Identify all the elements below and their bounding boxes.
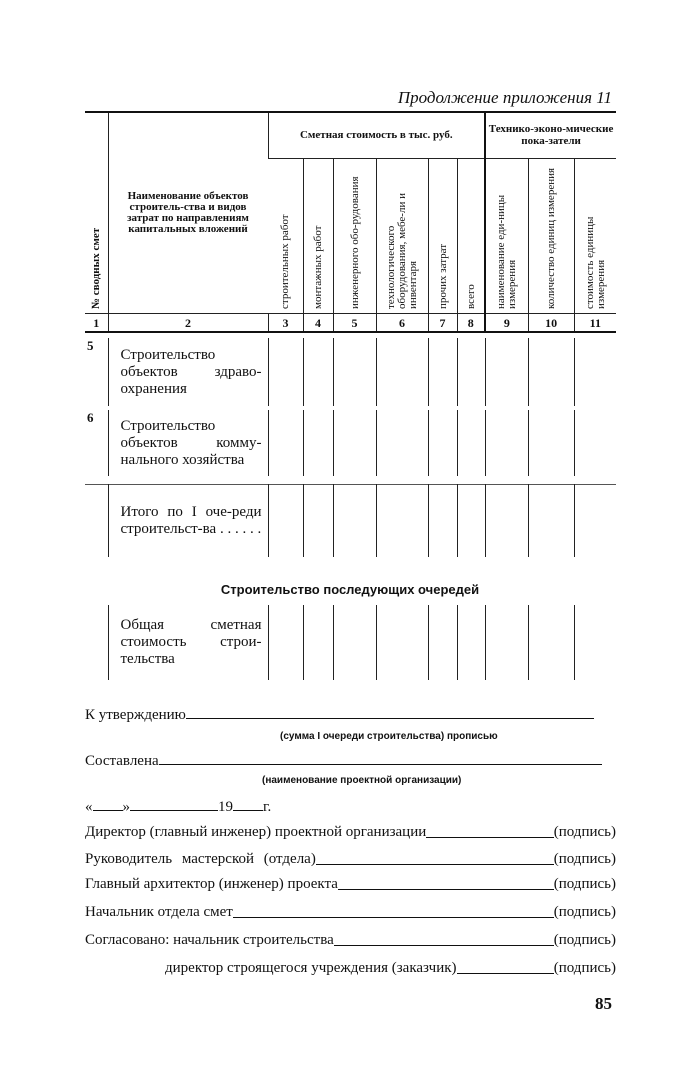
row-name: Итого по I оче-реди строительст-ва . . . . . . <box>108 485 268 557</box>
column-number: 1 <box>85 314 108 333</box>
table-header <box>85 111 616 333</box>
signature-field[interactable] <box>426 823 553 838</box>
table-row-total <box>85 484 616 557</box>
header-cost-cell <box>303 158 333 313</box>
year-suffix: г. <box>263 799 272 815</box>
column-number: 4 <box>303 314 333 333</box>
header-number: № сводных смет <box>89 227 102 309</box>
column-number: 3 <box>268 314 303 333</box>
signature-label: Директор (главный инженер) проектной организации <box>85 824 427 840</box>
header-cost-col: строительных работ <box>278 214 291 309</box>
signature-label: директор строящегося учреждения (заказчик) <box>165 960 457 976</box>
signature-field[interactable] <box>457 959 554 974</box>
column-number: 10 <box>528 314 574 333</box>
table-row <box>85 410 616 476</box>
month-field[interactable] <box>130 796 218 811</box>
table-row-final <box>85 605 616 680</box>
row-number <box>85 605 108 680</box>
column-number: 8 <box>457 314 485 333</box>
header-name: Наименование объектов строитель-ства и видов затрат по направлениям капитальных вложений <box>108 112 268 314</box>
row-number: 6 <box>87 410 94 425</box>
compiled-field[interactable] <box>159 750 602 765</box>
quote-close: » <box>122 799 130 815</box>
table-row <box>85 338 616 406</box>
header-tech-cell <box>528 158 574 313</box>
page-number: 85 <box>595 994 612 1013</box>
signature-estimates-head <box>85 903 616 921</box>
row-name: Общая сметная стоимость строи-тельства <box>108 605 268 680</box>
header-cost-group: Сметная стоимость в тыс. руб. <box>268 112 485 158</box>
approval-line <box>85 704 594 724</box>
signature-field[interactable] <box>233 903 554 918</box>
header-tech-cell <box>485 158 528 313</box>
header-tech-col: количество единиц измерения <box>544 167 557 309</box>
header-tech-col: стоимость единицы измерения <box>583 216 607 309</box>
quote-open: « <box>85 799 93 815</box>
signature-label: Согласовано: начальник строительства <box>85 932 334 948</box>
row-number: 5 <box>87 338 94 353</box>
signature-director <box>85 823 616 841</box>
day-field[interactable] <box>93 796 123 811</box>
column-number: 6 <box>376 314 428 333</box>
signature-label: Главный архитектор (инженер) проекта <box>85 876 338 892</box>
row-name: Строительство объектов здраво-охранения <box>108 338 268 406</box>
signature-chief-architect <box>85 875 616 893</box>
compiled-line <box>85 750 602 770</box>
signature-caption: (подпись) <box>553 851 616 867</box>
section-title: Строительство последующих очередей <box>220 582 480 597</box>
column-number: 7 <box>428 314 457 333</box>
signature-label: Руководитель мастерской (отдела) <box>85 851 316 867</box>
header-cost-col: всего <box>464 284 477 309</box>
signature-caption: (подпись) <box>553 904 616 920</box>
header-cost-col: прочих затрат <box>436 243 448 309</box>
signature-caption: (подпись) <box>553 932 616 948</box>
compiled-caption: (наименование проектной организации) <box>262 775 462 786</box>
header-tech-cell <box>574 158 616 313</box>
signature-field[interactable] <box>316 850 554 865</box>
approval-field[interactable] <box>186 704 594 719</box>
header-cost-cell <box>457 158 485 313</box>
header-cost-col: технологического оборудования, мебе-ли и инвентаря <box>384 192 419 309</box>
signature-caption: (подпись) <box>553 960 616 976</box>
header-number-cell <box>85 112 108 314</box>
signature-label: Начальник отдела смет <box>85 904 233 920</box>
column-number: 11 <box>574 314 616 333</box>
signature-caption: (подпись) <box>553 876 616 892</box>
signature-field[interactable] <box>334 931 554 946</box>
header-cost-cell <box>268 158 303 313</box>
year-field[interactable] <box>233 796 263 811</box>
header-cost-cell <box>333 158 376 313</box>
row-name: Строительство объектов комму-нального хозяйства <box>108 410 268 476</box>
compiled-label: Составлена <box>85 753 159 769</box>
approval-caption: (сумма I очереди строительства) прописью <box>280 731 498 742</box>
header-cost-cell <box>376 158 428 313</box>
date-line <box>85 796 271 816</box>
header-cost-col: монтажных работ <box>311 225 324 309</box>
signature-field[interactable] <box>338 875 554 890</box>
year-prefix: 19 <box>218 799 233 815</box>
signature-caption: (подпись) <box>553 824 616 840</box>
signature-customer-director <box>165 959 616 977</box>
column-number: 2 <box>108 314 268 333</box>
header-tech-col: наименование еди-ницы измерения <box>495 194 519 309</box>
signature-workshop-head <box>85 850 616 868</box>
header-cost-cell <box>428 158 457 313</box>
row-number <box>85 485 108 557</box>
column-number: 9 <box>485 314 528 333</box>
continuation-note: Продолжение приложения 11 <box>397 88 612 107</box>
header-cost-col: инженерного обо-рудования <box>348 176 360 309</box>
signature-construction-head <box>85 931 616 949</box>
header-tech-group: Технико-эконо-мические пока-затели <box>485 112 616 158</box>
approval-label: К утверждению <box>85 707 186 723</box>
column-number: 5 <box>333 314 376 333</box>
